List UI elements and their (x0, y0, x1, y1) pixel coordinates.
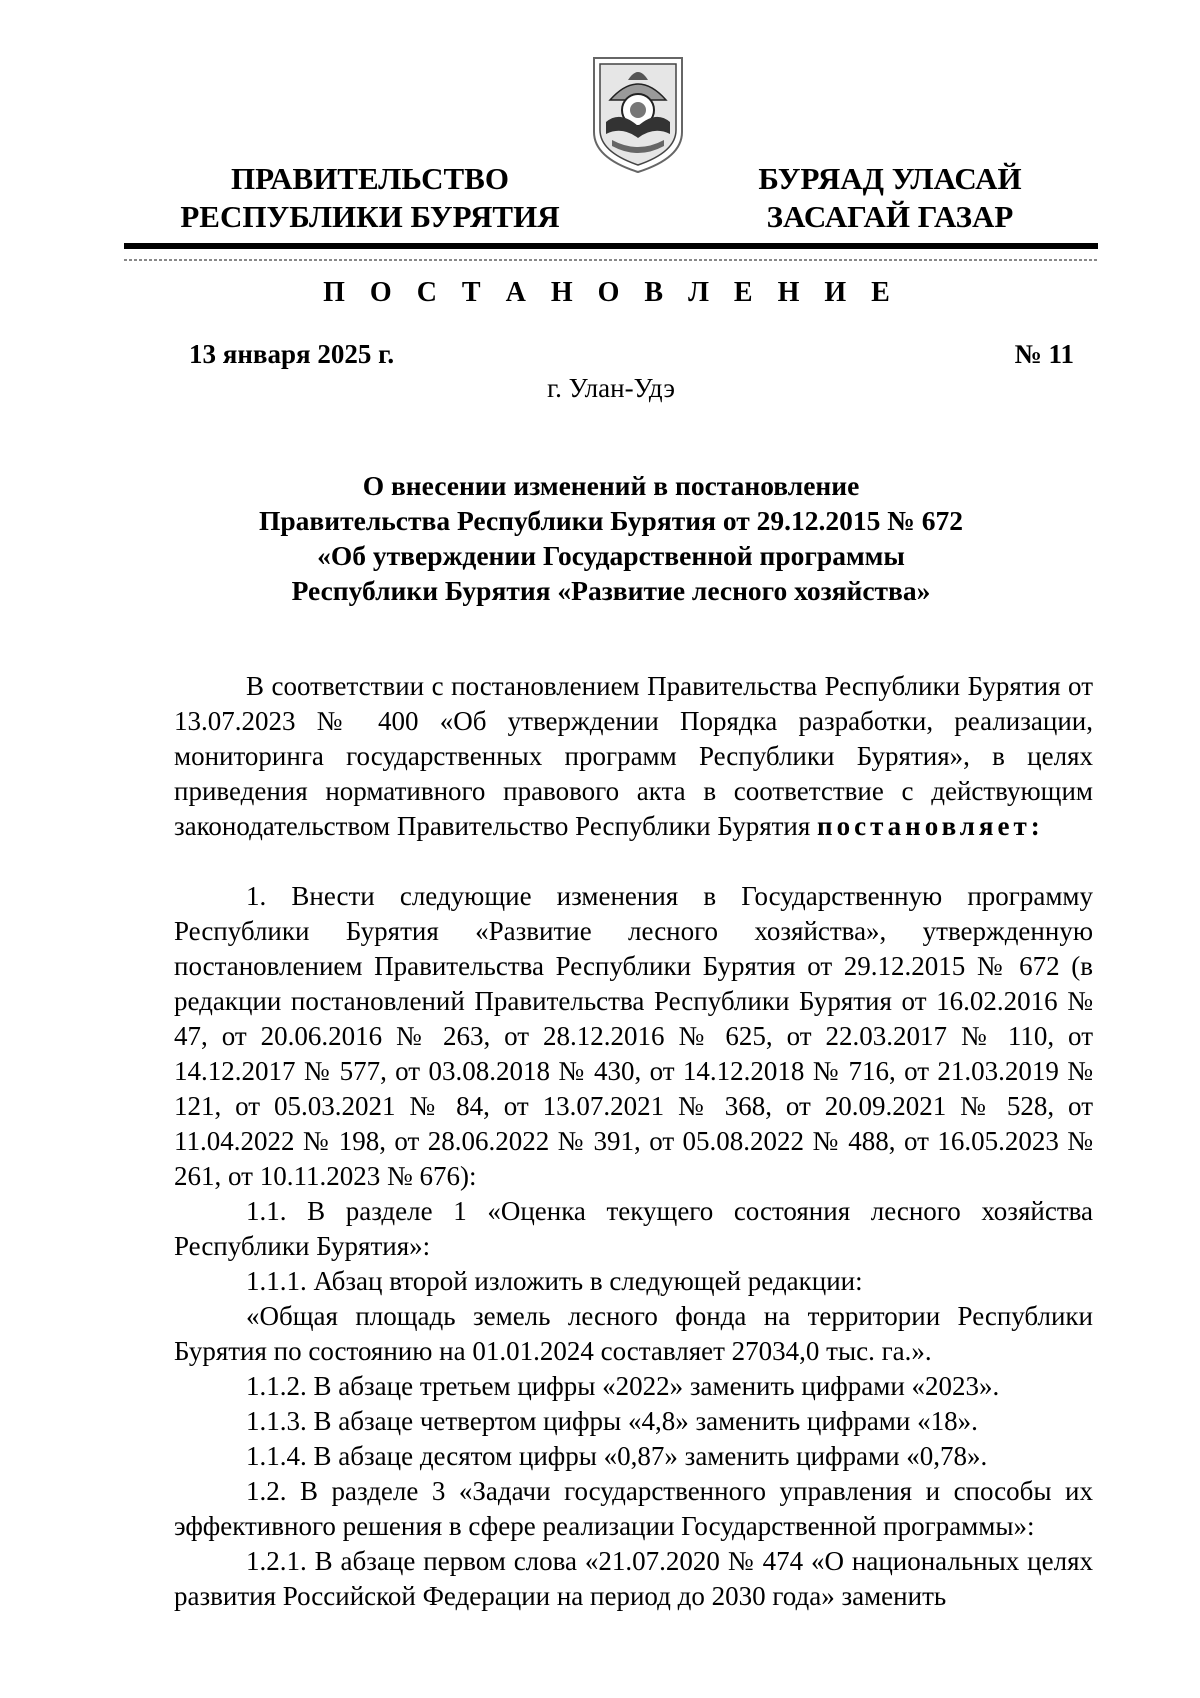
org-ru-line2: РЕСПУБЛИКИ БУРЯТИЯ (180, 199, 560, 234)
body-paragraph: 1.1.2. В абзаце третьем цифры «2022» заменить цифрами «2023». (246, 1371, 1000, 1401)
header-divider-thick (124, 243, 1098, 249)
org-ru-line1: ПРАВИТЕЛЬСТВО (231, 161, 509, 196)
title-line: «Об утверждении Государственной программы (317, 540, 905, 571)
body-paragraph: 1.1.3. В абзаце четвертом цифры «4,8» заменить цифрами «18». (246, 1406, 978, 1436)
org-bur-line1: БУРЯАД УЛАСАЙ (758, 161, 1022, 196)
coat-of-arms-emblem (590, 54, 686, 176)
document-type: П О С Т А Н О В Л Е Н И Е (323, 277, 899, 308)
government-name-buryat (740, 160, 1040, 236)
document-date: 13 января 2025 г. (189, 339, 395, 369)
body-paragraph: 1.1.1. Абзац второй изложить в следующей редакции: (246, 1266, 863, 1296)
body-paragraph: 1.2.1. В абзаце первом слова «21.07.2020 № 474 «О национальных целях развития Российской Федерации на период до 2030 года» заменить (174, 1546, 1093, 1611)
title-line: О внесении изменений в постановление (362, 470, 860, 501)
preamble-action: постановляет: (817, 811, 1044, 841)
org-bur-line2: ЗАСАГАЙ ГАЗАР (766, 199, 1014, 234)
body-paragraph: 1.2. В разделе 3 «Задачи государственного управления и способы их эффективного решения в сфере реализации Государственной программы»: (174, 1476, 1093, 1541)
body-paragraph: «Общая площадь земель лесного фонда на территории Республики Бурятия по состоянию на 01.01.2024 составляет 27034,0 тыс. га.». (174, 1301, 1093, 1366)
title-line: Республики Бурятия «Развитие лесного хозяйства» (291, 575, 931, 606)
document-number: № 11 (1014, 339, 1074, 369)
government-name-russian (170, 160, 570, 236)
title-line: Правительства Республики Бурятия от 29.12.2015 № 672 (258, 505, 963, 536)
document-body (174, 669, 1093, 1614)
document-city: г. Улан-Удэ (547, 373, 675, 403)
header-divider-thin (124, 259, 1098, 261)
document-title (124, 468, 1098, 608)
body-paragraph: 1.1.4. В абзаце десятом цифры «0,87» заменить цифрами «0,78». (246, 1441, 988, 1471)
body-paragraph: 1. Внести следующие изменения в Государственную программу Республики Бурятия «Развитие лесного хозяйства», утвержденную постановлением Правительства Республики Бурятия от 29.12.2015 № 672 (в редакции постановлений Правительства Республики Бурятия от 16.02.2016 № 47, от 20.06.2016 № 263, от 28.12.2016 № 625, от 22.03.2017 № 110, от 14.12.2017 № 577, от 03.08.2018 № 430, от 14.12.2018 № 716, от 21.03.2019 № 121, от 05.03.2021 № 84, от 13.07.2021 № 368, от 20.09.2021 № 528, от 11.04.2022 № 198, от 28.06.2022 № 391, от 05.08.2022 № 488, от 16.05.2023 № 261, от 10.11.2023 № 676): (174, 881, 1093, 1191)
body-paragraph: 1.1. В разделе 1 «Оценка текущего состояния лесного хозяйства Республики Бурятия»: (174, 1196, 1093, 1261)
preamble-paragraph (174, 669, 1093, 844)
preamble-text: В соответствии с постановлением Правительства Республики Бурятия от 13.07.2023 № 400 «Об утверждении Порядка разработки, реализации, мониторинга государственных программ Республики Бурятия», в целях приведения нормативного правового акта в соответствие с действующим законодательством Правительство Республики Бурятия (174, 671, 1093, 841)
